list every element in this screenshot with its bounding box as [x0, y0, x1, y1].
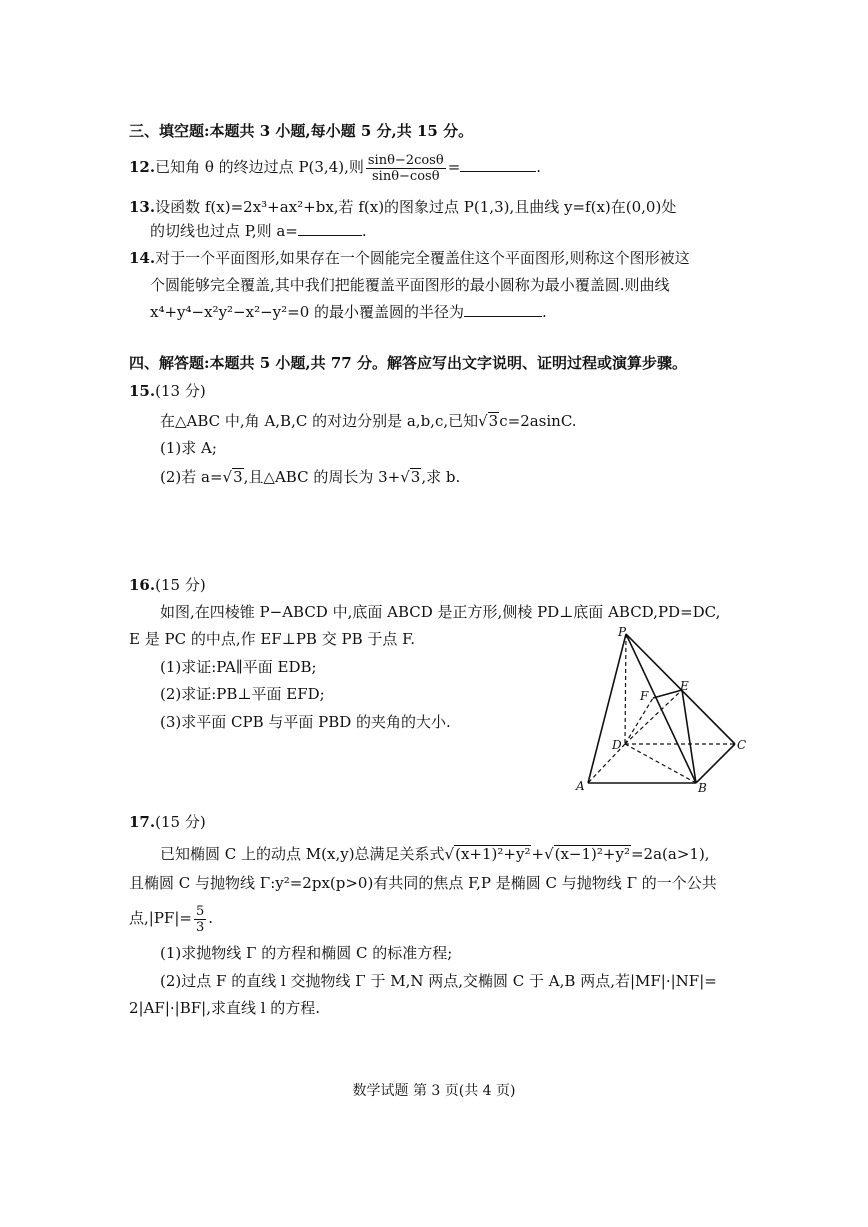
- period: .: [208, 909, 214, 927]
- question-14-line-2: 个圆能够完全覆盖,其中我们把能覆盖平面图形的最小圆称为最小覆盖圆.则曲线: [150, 276, 670, 294]
- question-16-line-2: E 是 PC 的中点,作 EF⊥PB 交 PB 于点 F.: [129, 630, 415, 648]
- question-12-fraction: [366, 153, 446, 184]
- radicand: (x−1)²+y²: [554, 845, 630, 863]
- section-3-header: 三、填空题:本题共 3 小题,每小题 5 分,共 15 分。: [129, 122, 474, 140]
- radicand: 3: [233, 468, 243, 486]
- vertex-label-p: P: [618, 625, 627, 639]
- question-number: 15.: [129, 382, 156, 400]
- question-14-line-3: [150, 301, 547, 323]
- question-17-part-1: (1)求抛物线 Γ 的方程和椭圆 C 的标准方程;: [160, 944, 453, 962]
- fraction-denominator: sinθ−cosθ: [372, 168, 440, 184]
- radicand: (x+1)²+y²: [455, 845, 531, 863]
- question-15-part-1: (1)求 A;: [160, 439, 217, 457]
- question-number: 14.: [129, 249, 156, 267]
- question-12: [129, 150, 541, 184]
- answer-blank[interactable]: [464, 302, 542, 317]
- question-13: [129, 196, 676, 218]
- vertex-label-a: A: [576, 779, 585, 793]
- question-14-line-3-text: x⁴+y⁴−x²y²−x²−y²=0 的最小覆盖圆的半径为: [150, 303, 465, 321]
- question-13-line-1: 设函数 f(x)=2x³+ax²+bx,若 f(x)的图象过点 P(1,3),且曲线 y=f(x)在(0,0)处: [155, 198, 677, 216]
- question-17-line-2: 且椭圆 C 与抛物线 Γ:y²=2px(p>0)有共同的焦点 F,P 是椭圆 C 与抛物线 Γ 的一个公共: [129, 874, 717, 892]
- vertex-label-c: C: [737, 738, 747, 752]
- fraction-denominator: 3: [195, 919, 205, 935]
- period: .: [542, 303, 547, 321]
- pf-fraction: [194, 904, 206, 935]
- question-16-heading: [129, 574, 206, 596]
- equals-sign: =: [447, 158, 461, 176]
- question-number: 12.: [129, 158, 156, 176]
- answer-blank[interactable]: [298, 221, 362, 236]
- radicand: 3: [488, 412, 499, 430]
- question-15-heading: [129, 380, 206, 402]
- stem-text: 在△ABC 中,角 A,B,C 的对边分别是 a,b,c,已知: [160, 412, 479, 430]
- part-text-end: ,求 b.: [421, 468, 461, 486]
- point-label-e: E: [680, 679, 689, 693]
- question-17-part-2-line-2: 2|AF|·|BF|,求直线 l 的方程.: [129, 999, 321, 1017]
- question-17-line-3: [129, 900, 213, 936]
- question-16-line-1: 如图,在四棱锥 P−ABCD 中,底面 ABCD 是正方形,侧棱 PD⊥底面 ABCD,PD=DC,: [160, 603, 721, 621]
- question-17-heading: [129, 811, 206, 833]
- section-4-header: 四、解答题:本题共 5 小题,共 77 分。解答应写出文字说明、证明过程或演算步骤。: [129, 354, 687, 372]
- period: .: [536, 158, 542, 176]
- fraction-numerator: 5: [195, 903, 205, 919]
- question-12-text: 已知角 θ 的终边过点 P(3,4),则: [155, 158, 364, 176]
- plus-sign: +: [531, 845, 545, 863]
- question-score: (13 分): [155, 382, 206, 400]
- question-14: [129, 247, 690, 269]
- question-15-part-2: (2)若 a=√3,且△ABC 的周长为 3+√3,求 b.: [160, 468, 461, 486]
- question-13-line-2-text: 的切线也过点 P,则 a=: [150, 222, 298, 240]
- answer-blank[interactable]: [460, 157, 536, 172]
- question-number: 16.: [129, 576, 156, 594]
- vertex-label-b: B: [698, 781, 707, 795]
- part-text-mid: ,且△ABC 的周长为 3+: [243, 468, 401, 486]
- question-number: 17.: [129, 813, 156, 831]
- question-13-line-2: [150, 220, 367, 242]
- question-17-line-1: 已知椭圆 C 上的动点 M(x,y)总满足关系式√(x+1)²+y²+√(x−1)²+y²=2a(a>1),: [160, 845, 710, 863]
- question-score: (15 分): [155, 813, 206, 831]
- question-14-line-1: 对于一个平面图形,如果存在一个圆能完全覆盖住这个平面图形,则称这个图形被这: [155, 249, 690, 267]
- question-15-stem: 在△ABC 中,角 A,B,C 的对边分别是 a,b,c,已知√3c=2asinC.: [160, 412, 577, 430]
- page-footer: 数学试题 第 3 页(共 4 页): [352, 1083, 516, 1099]
- pyramid-figure: [570, 620, 760, 800]
- stem-text-end: c=2asinC.: [499, 412, 577, 430]
- question-score: (15 分): [155, 576, 206, 594]
- question-number: 13.: [129, 198, 156, 216]
- line-text-end: =2a(a>1),: [630, 845, 710, 863]
- part-text: (2)若 a=: [160, 468, 223, 486]
- radicand: 3: [410, 468, 421, 486]
- period: .: [361, 222, 367, 240]
- point-label-f: F: [640, 689, 649, 703]
- question-16-part-1: (1)求证:PA∥平面 EDB;: [160, 658, 317, 676]
- question-17-part-2-line-1: (2)过点 F 的直线 l 交抛物线 Γ 于 M,N 两点,交椭圆 C 于 A,B 两点,若|MF|·|NF|=: [160, 972, 717, 990]
- question-16-part-2: (2)求证:PB⊥平面 EFD;: [160, 685, 325, 703]
- vertex-label-d: D: [612, 738, 622, 752]
- fraction-numerator: sinθ−2cosθ: [367, 152, 444, 168]
- line-text: 点,|PF|=: [129, 909, 192, 927]
- question-16-part-3: (3)求平面 CPB 与平面 PBD 的夹角的大小.: [160, 713, 451, 731]
- line-text: 已知椭圆 C 上的动点 M(x,y)总满足关系式: [160, 845, 445, 863]
